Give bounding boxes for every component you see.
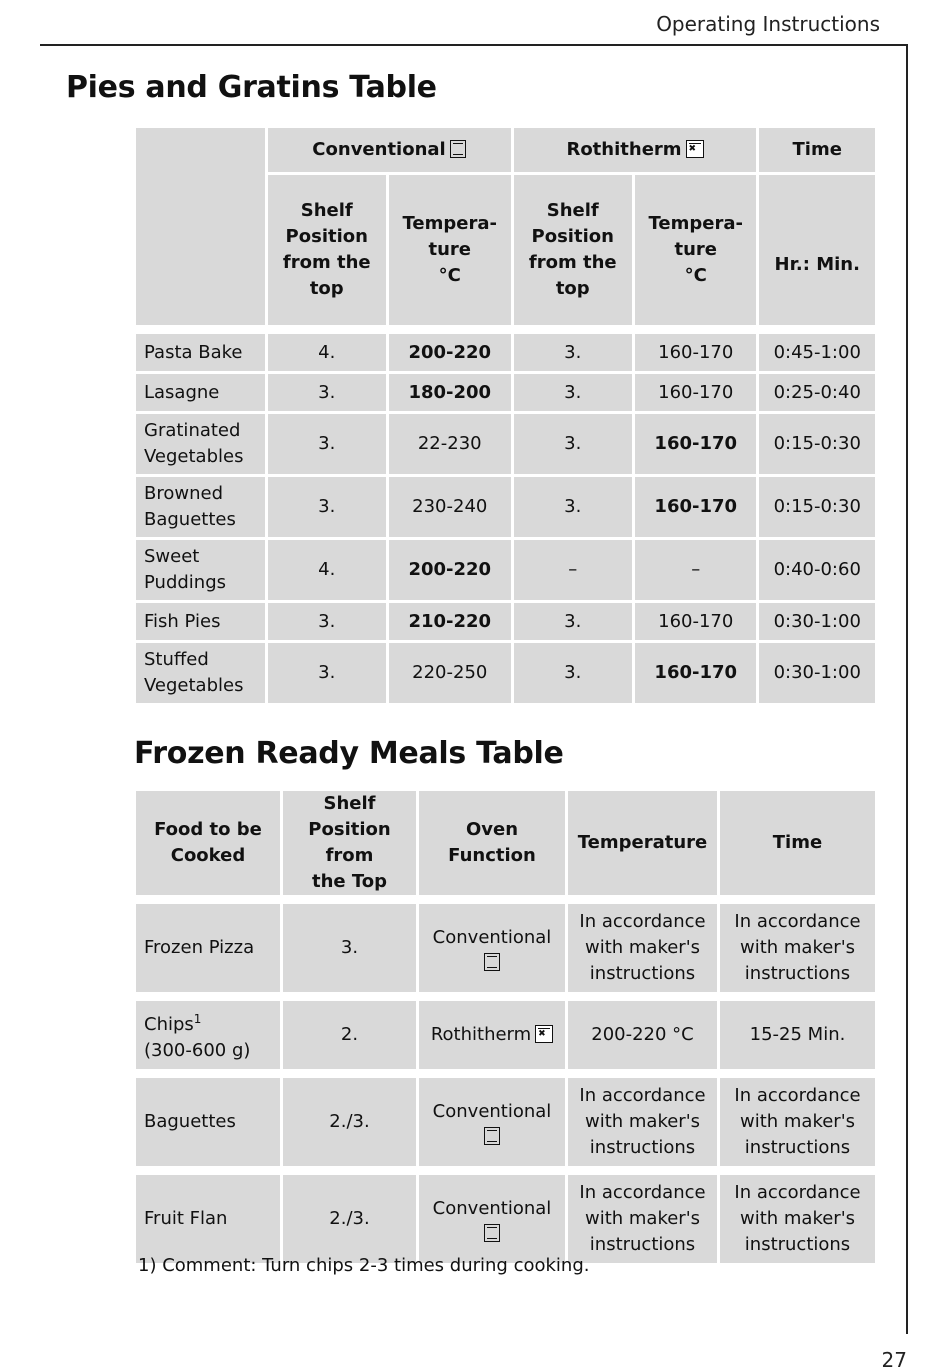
food-cell: Browned Baguettes bbox=[136, 477, 265, 537]
time-cell: 0:45-1:00 bbox=[759, 334, 875, 371]
r-shelf-cell: 3. bbox=[514, 477, 632, 537]
r-shelf-cell: – bbox=[514, 540, 632, 600]
footnote: 1) Comment: Turn chips 2-3 times during cooking. bbox=[138, 1255, 590, 1276]
table-row bbox=[136, 374, 875, 411]
r-shelf-cell: 3. bbox=[514, 414, 632, 474]
frozen-table-body bbox=[136, 898, 875, 1263]
rothitherm-icon bbox=[535, 1025, 553, 1043]
temperature-header: Temperature bbox=[568, 791, 717, 895]
food-cell: Baguettes bbox=[136, 1078, 280, 1166]
table-row bbox=[136, 603, 875, 640]
shelf-cell: 2. bbox=[283, 1001, 416, 1069]
food-cell: Chips$^1$ (300-600 g) bbox=[136, 1001, 280, 1069]
time-cell: 0:30-1:00 bbox=[759, 643, 875, 703]
table-row bbox=[136, 540, 875, 600]
time-cell: 0:15-0:30 bbox=[759, 477, 875, 537]
time-cell: 0:15-0:30 bbox=[759, 414, 875, 474]
function-cell: Conventional bbox=[419, 904, 565, 992]
r-shelf-cell: 3. bbox=[514, 643, 632, 703]
time-group-header: Time bbox=[759, 128, 875, 172]
time-header: Time bbox=[720, 791, 875, 895]
time-unit-header: Hr.: Min. bbox=[759, 175, 875, 325]
time-cell: 15-25 Min. bbox=[720, 1001, 875, 1069]
table-row bbox=[136, 1001, 875, 1069]
table-row bbox=[136, 1175, 875, 1263]
food-header: Food to be Cooked bbox=[136, 791, 280, 895]
function-cell: Conventional bbox=[419, 1175, 565, 1263]
c-shelf-cell: 3. bbox=[268, 414, 386, 474]
c-shelf-cell: 4. bbox=[268, 334, 386, 371]
margin-rule bbox=[906, 44, 908, 1334]
r-temp-cell: 160-170 bbox=[635, 603, 757, 640]
temperature-cell: 200-220 °C bbox=[568, 1001, 717, 1069]
food-cell: Frozen Pizza bbox=[136, 904, 280, 992]
frozen-meals-table bbox=[133, 788, 878, 1266]
c-temp-cell: 22-230 bbox=[389, 414, 511, 474]
c-shelf-header: Shelf Position from the top bbox=[268, 175, 386, 325]
c-shelf-cell: 3. bbox=[268, 643, 386, 703]
food-cell: Fish Pies bbox=[136, 603, 265, 640]
food-cell: Stuffed Vegetables bbox=[136, 643, 265, 703]
time-cell: 0:30-1:00 bbox=[759, 603, 875, 640]
time-cell: In accordance with maker's instructions bbox=[720, 904, 875, 992]
conventional-icon bbox=[484, 1224, 500, 1242]
food-cell: Fruit Flan bbox=[136, 1175, 280, 1263]
c-temp-cell: 180-200 bbox=[389, 374, 511, 411]
shelf-cell: 2./3. bbox=[283, 1078, 416, 1166]
shelf-cell: 3. bbox=[283, 904, 416, 992]
c-shelf-cell: 3. bbox=[268, 477, 386, 537]
conventional-icon bbox=[484, 1127, 500, 1145]
table-row bbox=[136, 414, 875, 474]
c-temp-cell: 230-240 bbox=[389, 477, 511, 537]
r-temp-cell: 160-170 bbox=[635, 334, 757, 371]
time-cell: 0:40-0:60 bbox=[759, 540, 875, 600]
r-shelf-cell: 3. bbox=[514, 374, 632, 411]
function-cell: Conventional bbox=[419, 1078, 565, 1166]
conventional-icon bbox=[484, 953, 500, 971]
food-cell: Gratinated Vegetables bbox=[136, 414, 265, 474]
rothitherm-group-header: Rothitherm✖ bbox=[514, 128, 757, 172]
table-row bbox=[136, 334, 875, 371]
table-row bbox=[136, 1078, 875, 1166]
temperature-cell: In accordance with maker's instructions bbox=[568, 904, 717, 992]
function-header: Oven Function bbox=[419, 791, 565, 895]
table-row bbox=[136, 643, 875, 703]
conventional-group-header: Conventional bbox=[268, 128, 511, 172]
footnote-marker: 1 bbox=[193, 1012, 202, 1026]
c-shelf-cell: 3. bbox=[268, 374, 386, 411]
r-temp-header: Tempera- ture °C bbox=[635, 175, 757, 325]
c-temp-cell: 200-220 bbox=[389, 334, 511, 371]
c-temp-cell: 210-220 bbox=[389, 603, 511, 640]
conventional-icon bbox=[450, 140, 466, 158]
r-shelf-cell: 3. bbox=[514, 334, 632, 371]
food-cell: Lasagne bbox=[136, 374, 265, 411]
rothitherm-icon bbox=[686, 140, 704, 158]
page-number: 27 bbox=[881, 1348, 907, 1372]
food-cell: Pasta Bake bbox=[136, 334, 265, 371]
r-temp-cell: 160-170 bbox=[635, 643, 757, 703]
pies-gratins-table bbox=[133, 125, 878, 706]
time-cell: In accordance with maker's instructions bbox=[720, 1175, 875, 1263]
time-cell: 0:25-0:40 bbox=[759, 374, 875, 411]
shelf-cell: 2./3. bbox=[283, 1175, 416, 1263]
table-row bbox=[136, 477, 875, 537]
running-header: Operating Instructions bbox=[656, 12, 880, 36]
header-rule bbox=[40, 44, 908, 46]
c-shelf-cell: 3. bbox=[268, 603, 386, 640]
temperature-cell: In accordance with maker's instructions bbox=[568, 1175, 717, 1263]
shelf-header: Shelf Position from the Top bbox=[283, 791, 416, 895]
c-shelf-cell: 4. bbox=[268, 540, 386, 600]
temperature-cell: In accordance with maker's instructions bbox=[568, 1078, 717, 1166]
function-cell: Rothitherm✖ bbox=[419, 1001, 565, 1069]
r-shelf-cell: 3. bbox=[514, 603, 632, 640]
c-temp-cell: 200-220 bbox=[389, 540, 511, 600]
time-cell: In accordance with maker's instructions bbox=[720, 1078, 875, 1166]
pies-table-body bbox=[136, 328, 875, 703]
frozen-table-title: Frozen Ready Meals Table bbox=[134, 736, 564, 771]
table-row bbox=[136, 904, 875, 992]
c-temp-header: Tempera- ture °C bbox=[389, 175, 511, 325]
food-cell: Sweet Puddings bbox=[136, 540, 265, 600]
empty-header-cell bbox=[136, 128, 265, 325]
pies-table-title: Pies and Gratins Table bbox=[66, 70, 437, 105]
r-shelf-header: Shelf Position from the top bbox=[514, 175, 632, 325]
c-temp-cell: 220-250 bbox=[389, 643, 511, 703]
r-temp-cell: 160-170 bbox=[635, 374, 757, 411]
r-temp-cell: 160-170 bbox=[635, 414, 757, 474]
r-temp-cell: – bbox=[635, 540, 757, 600]
r-temp-cell: 160-170 bbox=[635, 477, 757, 537]
